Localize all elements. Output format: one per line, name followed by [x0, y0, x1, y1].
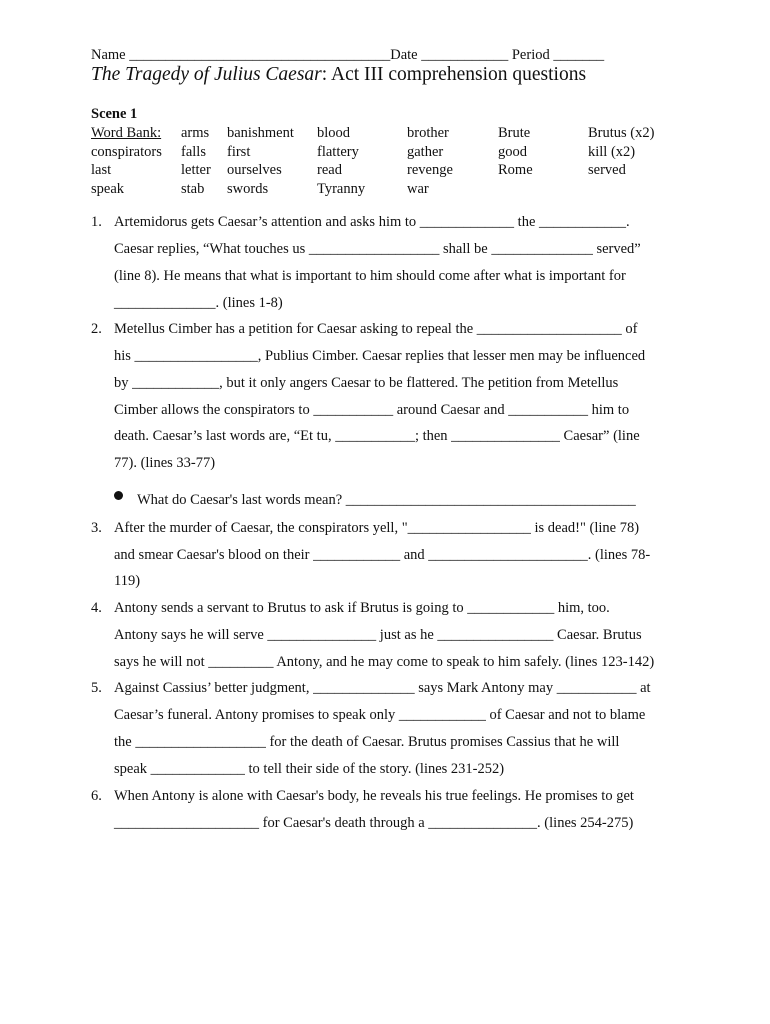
name-date-period-line: Name ____________________________________Date ____________ Period _______ [91, 47, 605, 63]
question-line: his _________________, Publius Cimber. Caesar replies that lesser men may be influenced [114, 348, 646, 364]
question-line: death. Caesar’s last words are, “Et tu, ___________; then _______________ Caesar” (line [114, 428, 640, 444]
question-number: 2. [91, 321, 102, 337]
word-bank-column-4 [407, 124, 453, 198]
word-bank-word: Rome [498, 162, 533, 178]
word-bank-word: first [227, 143, 251, 160]
question-line: After the murder of Caesar, the conspirators yell, "_________________ is dead!" (line 78) [114, 520, 640, 536]
question-line: speak _____________ to tell their side of the story. (lines 231-252) [114, 761, 505, 777]
word-bank-word: kill (x2) [588, 143, 636, 160]
question-line: Antony says he will serve _______________ just as he ________________ Caesar. Brutus [114, 627, 642, 643]
bullet-icon [114, 491, 123, 500]
word-bank-word: Brute [498, 125, 531, 141]
word-bank-column-5 [498, 124, 533, 180]
question-line: ______________. (lines 1-8) [114, 295, 283, 311]
word-bank-word: letter [181, 162, 211, 178]
word-bank-word: flattery [317, 143, 359, 160]
word-bank-word: brother [407, 125, 449, 141]
word-bank-word: Tyranny [317, 180, 366, 197]
word-bank-word: speak [91, 180, 125, 197]
word-bank-word: ourselves [227, 162, 282, 178]
question-line: the __________________ for the death of Caesar. Brutus promises Cassius that he will [114, 734, 620, 750]
word-bank-word: read [317, 162, 342, 178]
question-line: and smear Caesar's blood on their ____________ and ______________________. (lines 78- [114, 547, 651, 563]
word-bank-column-2 [227, 124, 294, 198]
question-number: 5. [91, 680, 102, 696]
question-line: says he will not _________ Antony, and he may come to speak to him safely. (lines 123-142) [114, 654, 655, 670]
word-bank-word: Brutus (x2) [588, 125, 655, 141]
word-bank-word: banishment [227, 125, 294, 141]
word-bank-label: Word Bank: [91, 125, 162, 141]
word-bank-word: good [498, 143, 527, 160]
word-bank-word: stab [181, 180, 205, 197]
question-line: Against Cassius’ better judgment, ______________ says Mark Antony may ___________ at [114, 680, 651, 696]
word-bank-column-6 [588, 124, 654, 180]
question-number: 6. [91, 788, 102, 804]
word-bank-word: conspirators [91, 143, 162, 160]
question-line: ____________________ for Caesar's death through a _______________. (lines 254-275) [114, 815, 634, 831]
word-bank-word: last [91, 162, 112, 178]
word-bank-word: war [407, 180, 429, 197]
question-line: Caesar’s funeral. Antony promises to speak only ____________ of Caesar and not to blame [114, 707, 646, 723]
question-line: When Antony is alone with Caesar's body, he reveals his true feelings. He promises to get [114, 788, 634, 804]
question-line: Antony sends a servant to Brutus to ask if Brutus is going to ____________ him, too. [114, 600, 610, 616]
question-number: 3. [91, 520, 102, 536]
word-bank-word: blood [317, 125, 351, 141]
question-line: (line 8). He means that what is important to him should come after what is important for [114, 268, 626, 284]
word-bank-column-3 [317, 124, 365, 198]
word-bank-column-0 [91, 143, 162, 199]
word-bank-word: falls [181, 143, 206, 160]
question-line: Caesar replies, “What touches us __________________ shall be ______________ served” [114, 241, 641, 257]
scene-heading: Scene 1 [91, 106, 138, 122]
word-bank-word: gather [407, 143, 444, 160]
title-play-name: The Tragedy of Julius Caesar [91, 64, 322, 85]
page-title [91, 64, 586, 86]
word-bank-word: revenge [407, 162, 453, 178]
word-bank-column-1 [181, 124, 211, 198]
word-bank-word: served [588, 162, 626, 178]
question-line: Artemidorus gets Caesar’s attention and asks him to _____________ the ____________. [114, 214, 630, 230]
question-line: 77). (lines 33-77) [114, 455, 216, 471]
question-line: What do Caesar's last words mean? ________________________________________ [137, 492, 636, 508]
question-line: Metellus Cimber has a petition for Caesar asking to repeal the ____________________ of [114, 321, 638, 337]
word-bank-word: arms [181, 125, 210, 141]
title-rest: : Act III comprehension questions [321, 64, 587, 85]
word-bank-word: swords [227, 180, 269, 197]
question-line: by ____________, but it only angers Caesar to be flattered. The petition from Metellus [114, 375, 619, 391]
question-line: 119) [114, 573, 141, 589]
question-number: 4. [91, 600, 102, 616]
question-line: Cimber allows the conspirators to ___________ around Caesar and ___________ him to [114, 402, 630, 418]
question-number: 1. [91, 214, 102, 230]
